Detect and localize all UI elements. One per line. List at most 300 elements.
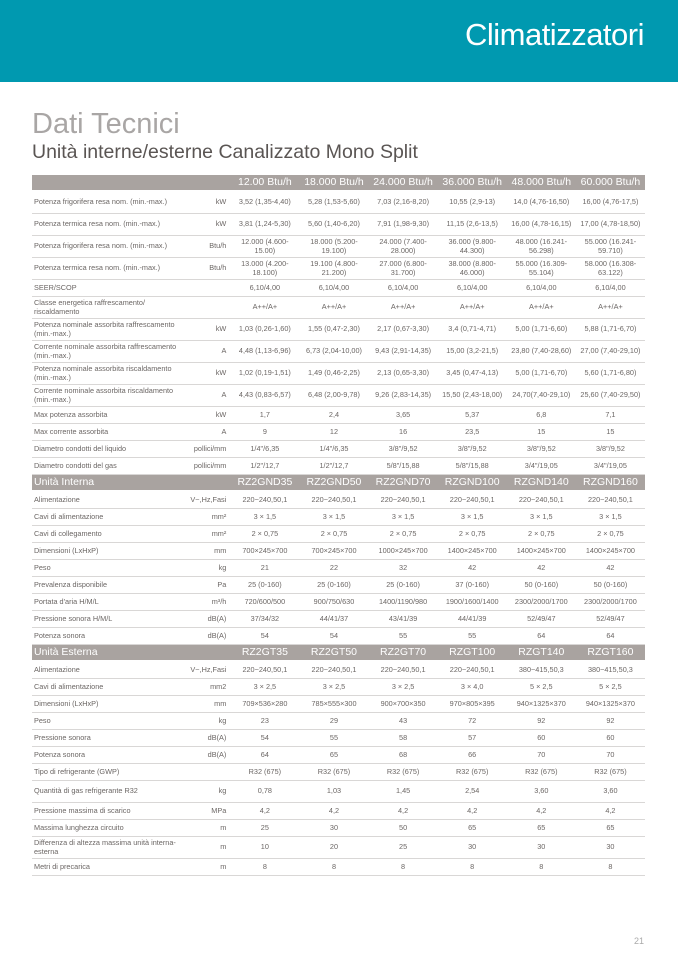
cell-value: 5 × 2,5 [507,679,576,696]
cell-value: R32 (675) [230,764,299,781]
cell-value: 5 × 2,5 [576,679,645,696]
table-row [32,407,645,424]
cell-value: 55 [369,628,438,645]
cell-value: 1400×245×700 [576,543,645,560]
cell-value: R32 (675) [576,764,645,781]
column-header: RZ2GT70 [369,645,438,662]
row-label: SEER/SCOP [32,280,180,297]
cell-value: A++/A+ [369,297,438,319]
cell-value: 16,00 (4,78-16,15) [507,214,576,236]
cell-value: 3 × 2,5 [369,679,438,696]
cell-value: R32 (675) [369,764,438,781]
cell-value: 92 [576,713,645,730]
row-unit: dB(A) [180,628,230,645]
table-row [32,491,645,509]
cell-value: 7,03 (2,16-8,20) [369,191,438,214]
row-label: Classe energetica raffrescamento/ riscaldamento [32,297,180,319]
cell-value: 52/49/47 [507,611,576,628]
cell-value: 70 [507,747,576,764]
cell-value: 3/4"/19,05 [507,458,576,475]
row-label: Alimentazione [32,661,180,679]
cell-value: R32 (675) [299,764,368,781]
cell-value: 3,52 (1,35-4,40) [230,191,299,214]
cell-value: 72 [438,713,507,730]
cell-value: 1/2"/12,7 [299,458,368,475]
cell-value: 700×245×700 [299,543,368,560]
cell-value: 15,00 (3,2-21,5) [438,341,507,363]
row-unit: A [180,424,230,441]
cell-value: A++/A+ [507,297,576,319]
table-row [32,628,645,645]
column-header: RZ2GT50 [299,645,368,662]
cell-value: 2 × 0,75 [369,526,438,543]
cell-value: 6,10/4,00 [369,280,438,297]
row-label: Potenza nominale assorbita raffrescamento (min.-max.) [32,319,180,341]
row-label: Pressione sonora H/M/L [32,611,180,628]
cell-value: 12 [299,424,368,441]
cell-value: 3/8"/9,52 [576,441,645,458]
table-row [32,577,645,594]
cell-value: 220~240,50,1 [507,491,576,509]
cell-value: 2 × 0,75 [299,526,368,543]
row-unit [180,764,230,781]
cell-value: 12.000 (4.600-15.00) [230,236,299,258]
cell-value: 55 [438,628,507,645]
cell-value: 220~240,50,1 [369,661,438,679]
row-unit: kg [180,560,230,577]
column-header: RZGND160 [576,475,645,492]
cell-value: 32 [369,560,438,577]
cell-value: 10,55 (2,9-13) [438,191,507,214]
cell-value: 900×700×350 [369,696,438,713]
cell-value: 92 [507,713,576,730]
cell-value: 8 [369,859,438,876]
cell-value: 5/8"/15,88 [438,458,507,475]
cell-value: 42 [507,560,576,577]
column-header: RZ2GND70 [369,475,438,492]
row-unit: mm [180,696,230,713]
cell-value: 4,2 [230,803,299,820]
cell-value: A++/A+ [438,297,507,319]
cell-value: 1,49 (0,46-2,25) [299,363,368,385]
table-row [32,803,645,820]
cell-value: 2300/2000/1700 [576,594,645,611]
row-label: Quantità di gas refrigerante R32 [32,781,180,803]
cell-value: 24,70(7,40-29,10) [507,385,576,407]
row-unit: V~,Hz,Fasi [180,491,230,509]
cell-value: 380~415,50,3 [576,661,645,679]
cell-value: 940×1325×370 [576,696,645,713]
row-unit: kg [180,713,230,730]
cell-value: 42 [438,560,507,577]
cell-value: 50 (0-160) [507,577,576,594]
cell-value: 3,65 [369,407,438,424]
cell-value: 4,43 (0,83-6,57) [230,385,299,407]
row-unit: m [180,820,230,837]
row-label: Cavi di alimentazione [32,509,180,526]
cell-value: 55.000 (16.309-55.104) [507,258,576,280]
row-unit: mm² [180,509,230,526]
row-label: Cavi di alimentazione [32,679,180,696]
table-row [32,713,645,730]
row-unit: kW [180,214,230,236]
table-row [32,385,645,407]
cell-value: 54 [230,730,299,747]
cell-value: 1900/1600/1400 [438,594,507,611]
row-label: Metri di precarica [32,859,180,876]
row-label: Massima lunghezza circuito [32,820,180,837]
cell-value: 25,60 (7,40-29,50) [576,385,645,407]
row-unit: A [180,385,230,407]
cell-value: 220~240,50,1 [369,491,438,509]
row-unit: mm2 [180,679,230,696]
cell-value: 17,00 (4,78-18,50) [576,214,645,236]
row-unit: kg [180,781,230,803]
cell-value: 11,15 (2,6-13,5) [438,214,507,236]
cell-value: 37 (0-160) [438,577,507,594]
cell-value: 55 [299,730,368,747]
cell-value: 22 [299,560,368,577]
row-unit: kW [180,407,230,424]
row-unit: mm [180,543,230,560]
cell-value: 5,28 (1,53-5,60) [299,191,368,214]
section-header-row [32,475,645,492]
row-label: Pressione massima di scarico [32,803,180,820]
cell-value: 785×555×300 [299,696,368,713]
row-unit: MPa [180,803,230,820]
column-header: RZ2GND35 [230,475,299,492]
column-header: 48.000 Btu/h [507,175,576,191]
cell-value: 0,78 [230,781,299,803]
cell-value: 64 [507,628,576,645]
table-row [32,509,645,526]
cell-value: 37/34/32 [230,611,299,628]
row-label: Potenza frigorifera resa nom. (min.-max.) [32,236,180,258]
cell-value: 900/750/630 [299,594,368,611]
row-label: Tipo di refrigerante (GWP) [32,764,180,781]
cell-value: 970×805×395 [438,696,507,713]
cell-value: 3/8"/9,52 [369,441,438,458]
header-band [0,0,678,82]
cell-value: 220~240,50,1 [576,491,645,509]
table-row [32,214,645,236]
cell-value: 55.000 (16.241-59.710) [576,236,645,258]
cell-value: 13.000 (4.200-18.100) [230,258,299,280]
cell-value: 24.000 (7.400-28.000) [369,236,438,258]
cell-value: 5,00 (1,71-6,60) [507,319,576,341]
row-unit: dB(A) [180,611,230,628]
cell-value: 64 [230,747,299,764]
row-label: Alimentazione [32,491,180,509]
table-row [32,764,645,781]
category-title: Climatizzatori [464,17,644,52]
cell-value: 3,4 (0,71-4,71) [438,319,507,341]
cell-value: 1,7 [230,407,299,424]
cell-value: 65 [299,747,368,764]
cell-value: 20 [299,837,368,859]
cell-value: 9 [230,424,299,441]
cell-value: 940×1325×370 [507,696,576,713]
cell-value: 5/8"/15,88 [369,458,438,475]
cell-value: 3 × 1,5 [299,509,368,526]
cell-value: 6,10/4,00 [230,280,299,297]
cell-value: 1/4"/6,35 [230,441,299,458]
cell-value: 3 × 4,0 [438,679,507,696]
cell-value: 5,60 (1,40-6,20) [299,214,368,236]
cell-value: 1/4"/6,35 [299,441,368,458]
cell-value: 5,37 [438,407,507,424]
cell-value: 19.100 (4.800-21.200) [299,258,368,280]
cell-value: 6,73 (2,04-10,00) [299,341,368,363]
cell-value: 15 [507,424,576,441]
cell-value: 16 [369,424,438,441]
row-unit: m³/h [180,594,230,611]
page-number: 21 [633,936,644,946]
cell-value: 3 × 1,5 [369,509,438,526]
row-unit: pollici/mm [180,458,230,475]
cell-value: 54 [299,628,368,645]
column-header: RZGT100 [438,645,507,662]
row-unit: Btu/h [180,236,230,258]
row-label: Potenza termica resa nom. (min.-max.) [32,258,180,280]
table-row [32,820,645,837]
cell-value: 220~240,50,1 [299,661,368,679]
row-unit: pollici/mm [180,441,230,458]
table-row [32,297,645,319]
cell-value: 1400/1190/980 [369,594,438,611]
cell-value: 6,10/4,00 [299,280,368,297]
cell-value: 5,88 (1,71-6,70) [576,319,645,341]
column-header: RZGND100 [438,475,507,492]
row-label: Peso [32,713,180,730]
column-header: 18.000 Btu/h [299,175,368,191]
cell-value: 50 [369,820,438,837]
row-label: Potenza sonora [32,628,180,645]
section-header-row [32,175,645,191]
cell-value: R32 (675) [507,764,576,781]
cell-value: 65 [576,820,645,837]
page-title: Dati Tecnici [32,108,180,140]
cell-value: 38.000 (8.800-46.000) [438,258,507,280]
cell-value: 3 × 1,5 [507,509,576,526]
cell-value: 30 [438,837,507,859]
cell-value: 1,03 (0,26-1,60) [230,319,299,341]
cell-value: A++/A+ [299,297,368,319]
cell-value: 8 [299,859,368,876]
cell-value: 380~415,50,3 [507,661,576,679]
table-row [32,280,645,297]
cell-value: 5,00 (1,71-6,70) [507,363,576,385]
cell-value: 25 [369,837,438,859]
row-unit [180,280,230,297]
table-row [32,859,645,876]
cell-value: 64 [576,628,645,645]
row-unit: dB(A) [180,730,230,747]
cell-value: 30 [576,837,645,859]
cell-value: 2 × 0,75 [576,526,645,543]
cell-value: 2,54 [438,781,507,803]
cell-value: 220~240,50,1 [438,491,507,509]
table-row [32,679,645,696]
row-unit: dB(A) [180,747,230,764]
cell-value: 3 × 1,5 [230,509,299,526]
table-row [32,424,645,441]
cell-value: 4,48 (1,13-6,96) [230,341,299,363]
cell-value: 23,5 [438,424,507,441]
cell-value: 25 (0-160) [230,577,299,594]
section-header-row [32,645,645,662]
cell-value: 2,4 [299,407,368,424]
column-header: RZ2GND50 [299,475,368,492]
cell-value: 220~240,50,1 [230,661,299,679]
cell-value: 57 [438,730,507,747]
cell-value: 58 [369,730,438,747]
cell-value: 2,17 (0,67-3,30) [369,319,438,341]
table-row [32,594,645,611]
cell-value: 27.000 (6.800-31.700) [369,258,438,280]
cell-value: 30 [299,820,368,837]
row-label: Corrente nominale assorbita riscaldamento (min.-max.) [32,385,180,407]
cell-value: 15 [576,424,645,441]
cell-value: 8 [507,859,576,876]
cell-value: 3,81 (1,24-5,30) [230,214,299,236]
cell-value: 6,10/4,00 [576,280,645,297]
table-row [32,319,645,341]
row-label: Cavi di collegamento [32,526,180,543]
column-header: 60.000 Btu/h [576,175,645,191]
table-row [32,730,645,747]
cell-value: 2 × 0,75 [507,526,576,543]
cell-value: 3,45 (0,47-4,13) [438,363,507,385]
cell-value: 68 [369,747,438,764]
cell-value: 25 (0-160) [369,577,438,594]
cell-value: 1400×245×700 [438,543,507,560]
cell-value: 1,45 [369,781,438,803]
cell-value: 2 × 0,75 [230,526,299,543]
column-header: RZ2GT35 [230,645,299,662]
cell-value: 1400×245×700 [507,543,576,560]
cell-value: 8 [576,859,645,876]
cell-value: 6,10/4,00 [438,280,507,297]
column-header: RZGT140 [507,645,576,662]
cell-value: 1/2"/12,7 [230,458,299,475]
table-row [32,560,645,577]
row-unit: kW [180,319,230,341]
cell-value: 3 × 2,5 [299,679,368,696]
cell-value: 8 [438,859,507,876]
column-header: 24.000 Btu/h [369,175,438,191]
table-row [32,191,645,214]
row-label: Max corrente assorbita [32,424,180,441]
cell-value: 3 × 1,5 [576,509,645,526]
cell-value: 3 × 2,5 [230,679,299,696]
cell-value: 42 [576,560,645,577]
table-row [32,341,645,363]
page-subtitle: Unità interne/esterne Canalizzato Mono Split [32,141,418,163]
cell-value: 709×536×280 [230,696,299,713]
cell-value: 2 × 0,75 [438,526,507,543]
cell-value: 30 [507,837,576,859]
table-row [32,441,645,458]
cell-value: 43/41/39 [369,611,438,628]
cell-value: 9,43 (2,91-14,35) [369,341,438,363]
row-label: Corrente nominale assorbita raffrescamento (min.-max.) [32,341,180,363]
table-row [32,696,645,713]
cell-value: 1,02 (0,19-1,51) [230,363,299,385]
cell-value: 2300/2000/1700 [507,594,576,611]
row-label: Differenza di altezza massima unità interna-esterna [32,837,180,859]
cell-value: 3/4"/19,05 [576,458,645,475]
cell-value: 6,8 [507,407,576,424]
cell-value: 60 [576,730,645,747]
cell-value: 4,2 [299,803,368,820]
cell-value: 29 [299,713,368,730]
row-unit [180,297,230,319]
cell-value: 3,60 [507,781,576,803]
row-unit: V~,Hz,Fasi [180,661,230,679]
cell-value: 21 [230,560,299,577]
section-title: Unità Esterna [32,645,230,662]
cell-value: 220~240,50,1 [299,491,368,509]
cell-value: 7,1 [576,407,645,424]
cell-value: 25 [230,820,299,837]
cell-value: 66 [438,747,507,764]
table-row [32,258,645,280]
cell-value: 27,00 (7,40-29,10) [576,341,645,363]
cell-value: 6,48 (2,00-9,78) [299,385,368,407]
table-row [32,747,645,764]
cell-value: R32 (675) [438,764,507,781]
cell-value: 4,2 [369,803,438,820]
column-header: 12.00 Btu/h [230,175,299,191]
cell-value: 23,80 (7,40-28,60) [507,341,576,363]
cell-value: 36.000 (9.800-44.300) [438,236,507,258]
cell-value: 7,91 (1,98-9,30) [369,214,438,236]
cell-value: 4,2 [507,803,576,820]
table-row [32,236,645,258]
cell-value: A++/A+ [230,297,299,319]
table-row [32,837,645,859]
row-label: Portata d'aria H/M/L [32,594,180,611]
cell-value: 18.000 (5.200-19.100) [299,236,368,258]
table-row [32,781,645,803]
row-label: Potenza termica resa nom. (min.-max.) [32,214,180,236]
cell-value: 3/8"/9,52 [438,441,507,458]
cell-value: 44/41/39 [438,611,507,628]
cell-value: 50 (0-160) [576,577,645,594]
row-unit: kW [180,191,230,214]
table-row [32,661,645,679]
cell-value: 3,60 [576,781,645,803]
cell-value: 3 × 1,5 [438,509,507,526]
cell-value: 720/600/500 [230,594,299,611]
cell-value: 220~240,50,1 [438,661,507,679]
row-label: Prevalenza disponibile [32,577,180,594]
table-row [32,458,645,475]
row-label: Max potenza assorbita [32,407,180,424]
cell-value: 6,10/4,00 [507,280,576,297]
cell-value: 4,2 [438,803,507,820]
cell-value: 8 [230,859,299,876]
cell-value: 700×245×700 [230,543,299,560]
cell-value: A++/A+ [576,297,645,319]
row-label: Diametro condotti del liquido [32,441,180,458]
cell-value: 70 [576,747,645,764]
cell-value: 1000×245×700 [369,543,438,560]
cell-value: 2,13 (0,65-3,30) [369,363,438,385]
row-label: Potenza sonora [32,747,180,764]
row-unit: A [180,341,230,363]
